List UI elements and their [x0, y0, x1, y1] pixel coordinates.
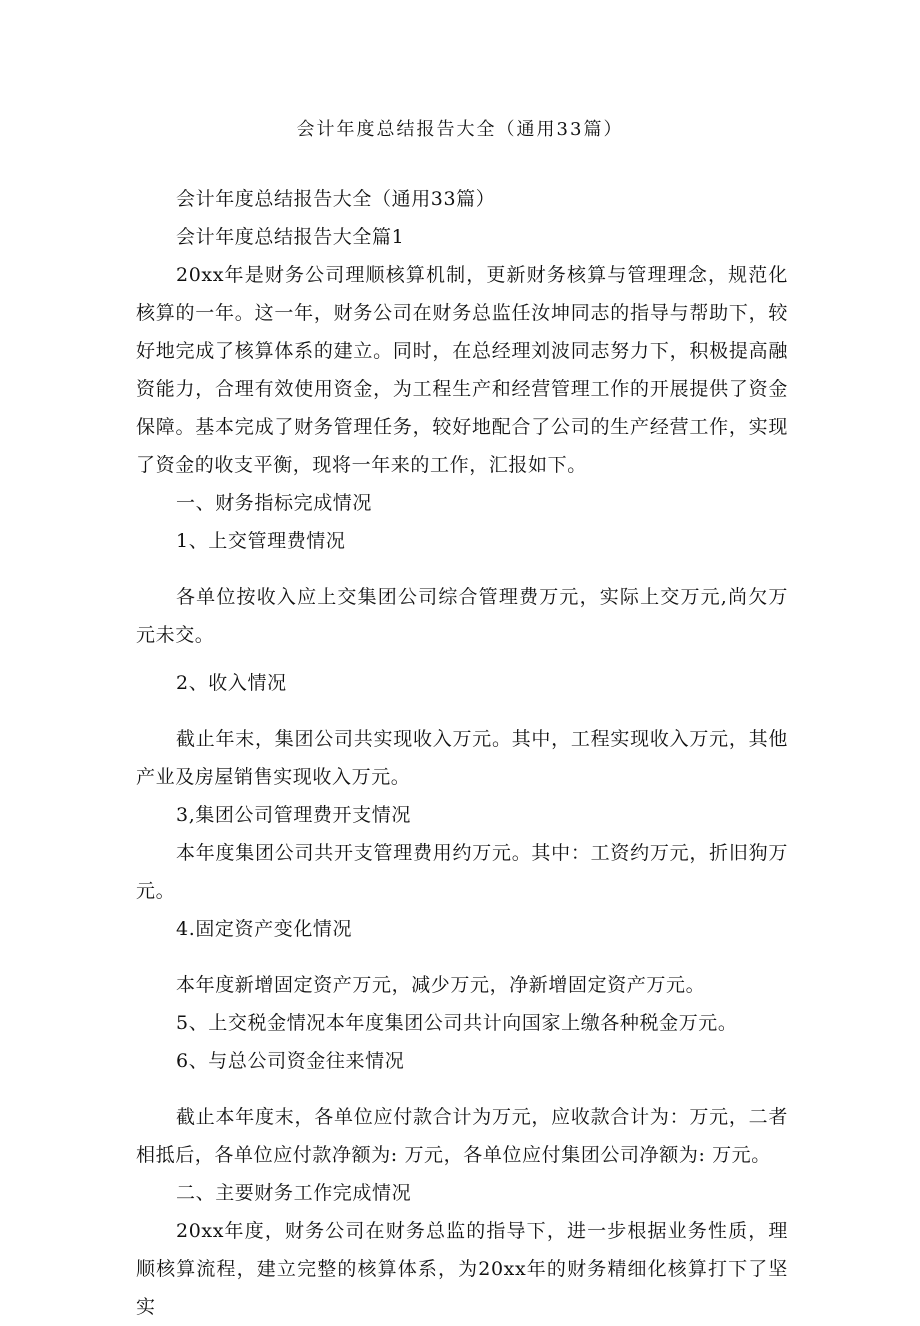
section-heading-2: 二、主要财务工作完成情况 [176, 1182, 412, 1204]
paragraph-fund-transactions: 截止本年度末，各单位应付款合计为万元，应收款合计为：万元，二者相抵后，各单位应付款净额为: 万元，各单位应付集团公司净额为: 万元。 [136, 1106, 788, 1166]
subsection-heading-4: 4.固定资产变化情况 [176, 918, 353, 940]
subsection-heading-3: 3,集团公司管理费开支情况 [176, 804, 411, 826]
paragraph-management-fee: 各单位按收入应上交集团公司综合管理费万元，实际上交万元,尚欠万元未交。 [136, 586, 788, 646]
paragraph-intro: 20xx年是财务公司理顺核算机制，更新财务核算与管理理念，规范化核算的一年。这一年，财务公司在财务总监任汝坤同志的指导与帮助下，较好地完成了核算体系的建立。同时，在总经理刘波同志努力下，积极提高融资能力，合理有效使用资金，为工程生产和经营管理工作的开展提供了资金保障。基本完成了财务管理任务，较好地配合了公司的生产经营工作，实现了资金的收支平衡，现将一年来的工作，汇报如下。 [136, 264, 788, 476]
document-body [136, 180, 788, 1326]
paragraph-taxes: 5、上交税金情况本年度集团公司共计向国家上缴各种税金万元。 [176, 1012, 738, 1034]
subsection-heading-1: 1、上交管理费情况 [176, 530, 346, 552]
paragraph-expense: 本年度集团公司共开支管理费用约万元。其中：工资约万元，折旧狗万元。 [136, 842, 788, 902]
paragraph-income: 截止年末，集团公司共实现收入万元。其中，工程实现收入万元，其他产业及房屋销售实现收入万元。 [136, 728, 788, 788]
section-heading-1: 一、财务指标完成情况 [176, 492, 373, 514]
paragraph-fixed-assets: 本年度新增固定资产万元，减少万元，净新增固定资产万元。 [176, 974, 706, 996]
document-title: 会计年度总结报告大全（通用33篇） [296, 119, 624, 140]
subsection-heading-2: 2、收入情况 [176, 672, 287, 694]
paragraph-subtitle: 会计年度总结报告大全（通用33篇） [176, 188, 496, 210]
paragraph-main-work: 20xx年度，财务公司在财务总监的指导下，进一步根据业务性质，理顺核算流程，建立完整的核算体系，为20xx年的财务精细化核算打下了坚实 [136, 1220, 788, 1318]
paragraph-chapter-heading: 会计年度总结报告大全篇1 [176, 226, 405, 248]
subsection-heading-6: 6、与总公司资金往来情况 [176, 1050, 405, 1072]
